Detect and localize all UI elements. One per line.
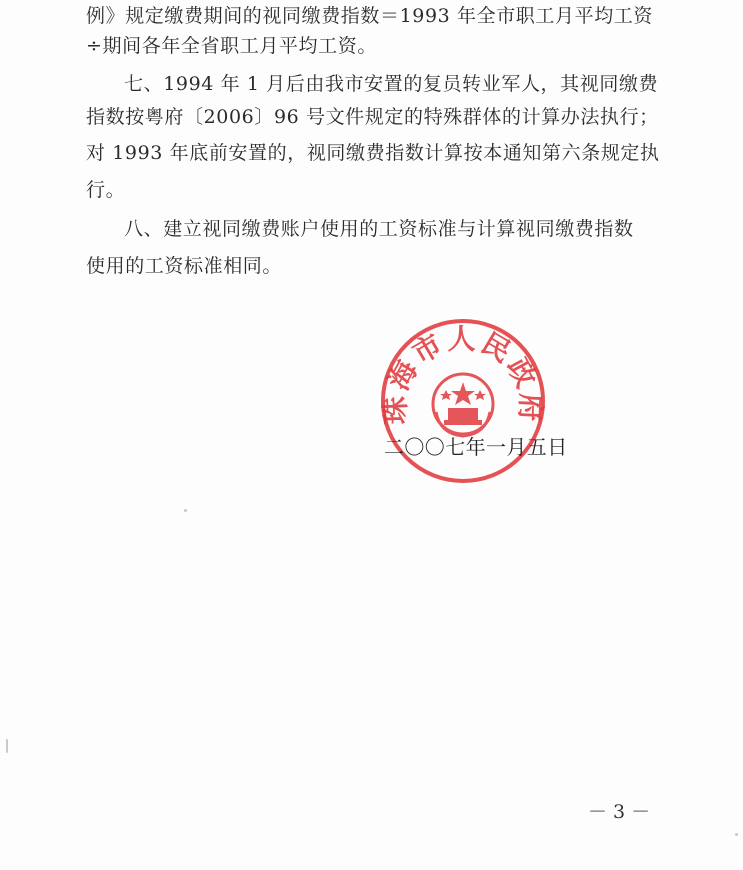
page-number: － 3 － xyxy=(588,801,651,823)
body-text-line: 对 1993 年底前安置的，视同缴费指数计算按本通知第六条规定执 xyxy=(86,142,660,164)
body-text-line: 使用的工资标准相同。 xyxy=(86,255,283,277)
official-seal xyxy=(378,316,548,486)
body-text-line: 行。 xyxy=(86,179,126,201)
issue-date: 二〇〇七年一月五日 xyxy=(384,435,568,459)
body-text-line: 七、1994 年 1 月后由我市安置的复员转业军人，其视同缴费 xyxy=(124,73,659,95)
scan-speck xyxy=(735,833,738,836)
seal-text: 珠海市人民政府 xyxy=(378,322,548,425)
body-text-line: 八、建立视同缴费账户使用的工资标准与计算视同缴费指数 xyxy=(124,218,634,240)
body-text-line: ÷期间各年全省职工月平均工资。 xyxy=(86,35,377,57)
body-text-line: 指数按粤府〔2006〕96 号文件规定的特殊群体的计算办法执行； xyxy=(86,106,659,128)
scan-speck xyxy=(6,739,8,753)
scan-speck xyxy=(184,509,187,512)
body-text-line: 例》规定缴费期间的视同缴费指数＝1993 年全市职工月平均工资 xyxy=(86,5,653,27)
national-emblem-icon xyxy=(433,374,493,436)
